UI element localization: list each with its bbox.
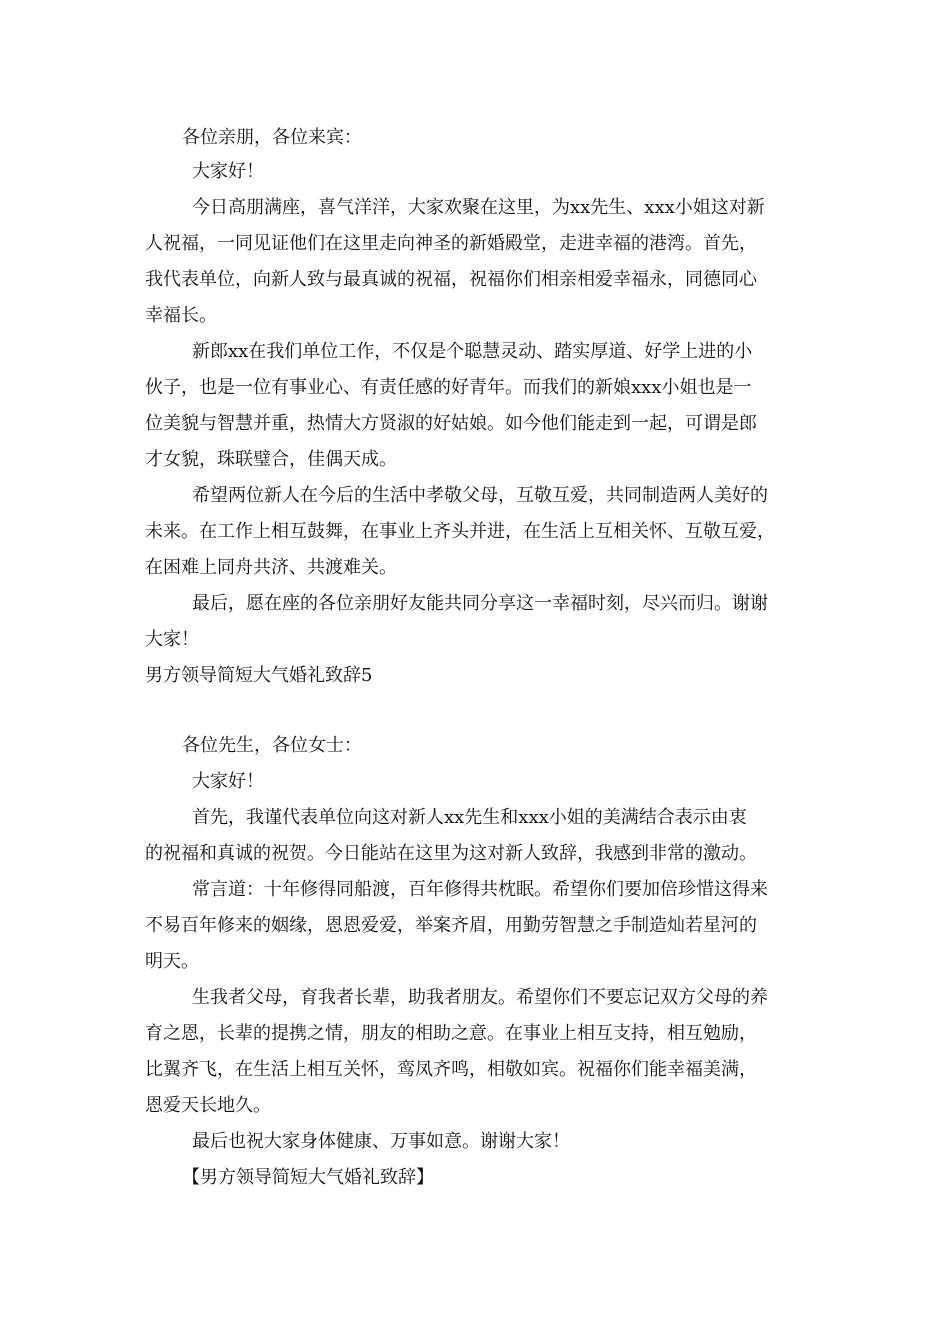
section-heading: 男方领导简短大气婚礼致辞5 xyxy=(145,665,373,686)
hello-line: 大家好！ xyxy=(192,161,264,182)
paragraph-line: 最后，愿在座的各位亲朋好友能共同分享这一幸福时刻，尽兴而归。谢谢 xyxy=(192,593,768,614)
paragraph-line: 今日高朋满座，喜气洋洋，大家欢聚在这里，为xx先生、xxx小姐这对新 xyxy=(192,197,765,218)
paragraph-line: 的祝福和真诚的祝贺。今日能站在这里为这对新人致辞，我感到非常的激动。 xyxy=(145,843,757,864)
paragraph-line: 比翼齐飞，在生活上相互关怀，鸾凤齐鸣，相敬如宾。祝福你们能幸福美满， xyxy=(145,1059,757,1080)
footer-heading: 【男方领导简短大气婚礼致辞】 xyxy=(182,1167,434,1188)
hello-line: 大家好！ xyxy=(192,771,264,792)
paragraph-line: 在困难上同舟共济、共渡难关。 xyxy=(145,557,397,578)
paragraph-line: 才女貌，珠联璧合，佳偶天成。 xyxy=(145,449,397,470)
paragraph-line: 不易百年修来的姻缘，恩恩爱爱，举案齐眉，用勤劳智慧之手制造灿若星河的 xyxy=(145,915,757,936)
paragraph-line: 幸福长。 xyxy=(145,305,217,326)
paragraph-line: 伙子，也是一位有事业心、有责任感的好青年。而我们的新娘xxx小姐也是一 xyxy=(145,377,752,398)
paragraph-line: 恩爱天长地久。 xyxy=(145,1095,271,1116)
paragraph-line: 常言道：十年修得同船渡，百年修得共枕眠。希望你们要加倍珍惜这得来 xyxy=(192,879,768,900)
paragraph-line: 育之恩，长辈的提携之情，朋友的相助之意。在事业上相互支持，相互勉励， xyxy=(145,1023,757,1044)
paragraph-line: 未来。在工作上相互鼓舞，在事业上齐头并进，在生活上互相关怀、互敬互爱， xyxy=(145,521,775,542)
paragraph-line: 新郎xx在我们单位工作，不仅是个聪慧灵动、踏实厚道、好学上进的小 xyxy=(192,341,753,362)
paragraph-line: 明天。 xyxy=(145,951,199,972)
paragraph-line: 位美貌与智慧并重，热情大方贤淑的好姑娘。如今他们能走到一起，可谓是郎 xyxy=(145,413,757,434)
greeting-line: 各位亲朋，各位来宾： xyxy=(182,127,362,148)
paragraph-line: 我代表单位，向新人致与最真诚的祝福，祝福你们相亲相爱幸福永，同德同心 xyxy=(145,269,757,290)
paragraph-line: 大家！ xyxy=(145,629,199,650)
paragraph-line: 希望两位新人在今后的生活中孝敬父母，互敬互爱，共同制造两人美好的 xyxy=(192,485,768,506)
paragraph-line: 人祝福，一同见证他们在这里走向神圣的新婚殿堂，走进幸福的港湾。首先， xyxy=(145,233,757,254)
paragraph-line: 最后也祝大家身体健康、万事如意。谢谢大家！ xyxy=(192,1131,570,1152)
paragraph-line: 首先，我谨代表单位向这对新人xx先生和xxx小姐的美满结合表示由衷 xyxy=(192,807,747,828)
greeting-line: 各位先生，各位女士： xyxy=(182,735,362,756)
paragraph-line: 生我者父母，育我者长辈，助我者朋友。希望你们不要忘记双方父母的养 xyxy=(192,987,768,1008)
